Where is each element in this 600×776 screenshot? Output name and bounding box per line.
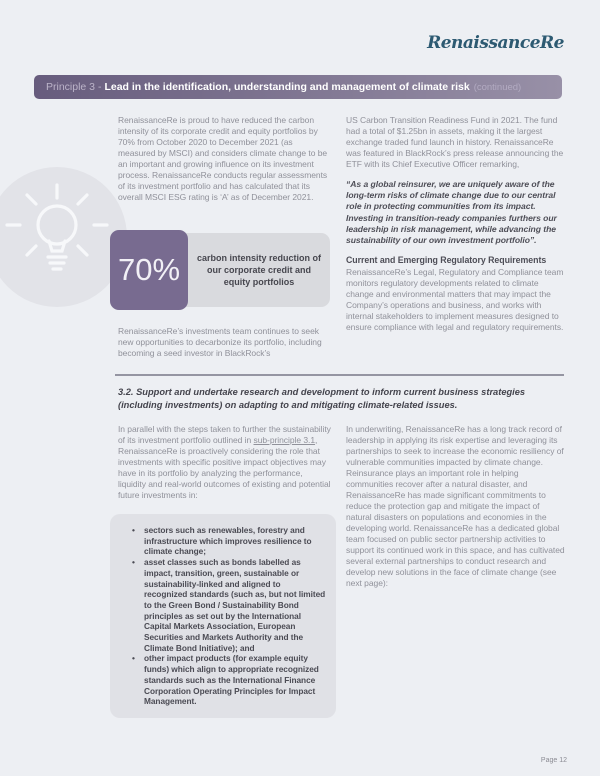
bullet-item: • sectors such as renewables, forestry and infrastructure which improves resilience to climate change; [132,525,326,557]
section-divider [115,374,564,376]
section-left-intro [118,424,332,501]
regulatory-heading: Current and Emerging Regulatory Requirements [346,255,547,266]
bullet-item: • other impact products (for example equity funds) which align to appropriate recognized standards such as the International Finance Corporation Operating Principles for Impact Management. [132,653,326,707]
principle-title: Lead in the identification, understanding and management of climate risk [104,81,470,93]
bullet-item: • asset classes such as bonds labelled as impact, transition, green, sustainable or sustainability-linked and aligned to recognized standards (such as, but not limited to the Green Bond / Sustainability Bond principles as set out by the International Capital Markets Association, European Securities and Markets Authority and the Climate Bond Initiative); and [132,557,326,653]
section-left-intro-text-after: , RenaissanceRe is proactively considering the role that investments with specific positive impact objectives may have in its portfolio by analyzing the performance, liquidity and real-world outcomes of existing and potential future investments in: [118,435,331,500]
intro-paragraph-right: US Carbon Transition Readiness Fund in 2021. The fund had a total of $1.25bn in assets, making it the largest exchange traded fund launch in history. RenaissanceRe was featured in BlackRock’s press release announcing the ETF with its Chief Executive Officer remarking, [346,115,564,169]
bullet-list [110,525,328,707]
section-3-2-heading: 3.2. Support and undertake research and development to inform current business strategies (including investments) on adapting to and mitigating climate-related issues. [118,387,526,410]
stat-callout [110,230,330,310]
intro-paragraph-left-2: RenaissanceRe’s investments team continues to seek new opportunities to decarbonize its portfolio, including becoming a seed investor in BlackRock’s [118,326,322,358]
section-left-intro-text: In parallel with the steps taken to further the sustainability of its investment portfolio outlined in [118,424,331,445]
stat-value: 70% [110,230,188,310]
principle-banner [34,75,562,99]
renaissancere-logo: RenaissanceRe [427,33,564,53]
underwriting-paragraph: In underwriting, RenaissanceRe has a long track record of leadership in applying its risk expertise and leveraging its partnerships to seek to increase the economic resiliency of vulnerable communities impacted by climate change. Reinsurance plays an important role in helping communities recover after a natural disaster, and RenaissanceRe has made significant commitments to reduce the protection gap and mitigate the impact of natural disasters on populations and economies in the developing world. RenaissanceRe has a dedicated global team focused on public sector partnership activities to support its continued work in this space, and has cultivated several external partnerships to conduct research and develop new solutions in the face of climate change (see next page): [346,424,565,588]
ceo-quote: “As a global reinsurer, we are uniquely aware of the long-term risks of climate change due to our central role in protecting communities from its impact. Investing in transition-ready companies furthers our leadership in risk management, while advancing the sustainability of our own investment portfolio”. [346,179,557,246]
investment-bullet-box [110,514,336,718]
lightbulb-icon [0,167,127,308]
intro-column-right [346,115,567,342]
principle-continued-label: (continued) [473,81,522,93]
sub-principle-link[interactable]: sub-principle 3.1 [253,435,316,445]
principle-number: Principle 3 - [46,81,102,93]
stat-label: carbon intensity reduction of our corporate credit and equity portfolios [196,253,321,287]
regulatory-paragraph: RenaissanceRe’s Legal, Regulatory and Compliance team monitors regulatory developments related to climate change and environmental matters that may impact the Company’s operations and business, and works with internal stakeholders to implement measures designed to ensure compliance with legal and regulatory requirements. [346,267,564,333]
page-number: Page 12 [540,757,567,764]
stat-label-box [182,233,330,307]
intro-paragraph-left: RenaissanceRe is proud to have reduced the carbon intensity of its corporate credit and equity portfolios by 70% from October 2020 to December 2021 (as measured by MSCI) and considers climate change to be an important and growing influence on its investment process. RenaissanceRe conducts regular assessments of its investment portfolio and has calculated that its overall MSCI ESG rating is ‘A’ as of December 2021. [118,115,328,202]
